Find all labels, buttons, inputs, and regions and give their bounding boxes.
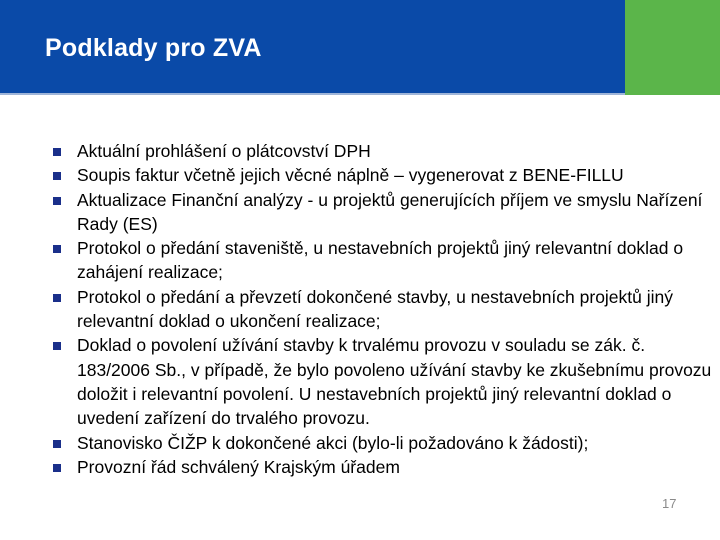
- square-bullet-icon: [53, 294, 61, 302]
- square-bullet-icon: [53, 464, 61, 472]
- bullet-text: Doklad o povolení užívání stavby k trvalému provozu v souladu se zák. č. 183/2006 Sb., v případě, že bylo povoleno užívání stavby ke zkušebnímu provozu doložit i relevantní povolení. U nestavebních projektů jiný relevantní doklad o uvedení zařízení do trvalého provozu.: [77, 335, 712, 429]
- bullet-item: [50, 285, 715, 334]
- square-bullet-icon: [53, 148, 61, 156]
- bullet-item: [50, 139, 715, 163]
- bullet-text: Soupis faktur včetně jejich věcné náplně – vygenerovat z BENE-FILLU: [77, 165, 624, 186]
- square-bullet-icon: [53, 172, 61, 180]
- bullet-text: Provozní řád schválený Krajským úřadem: [77, 456, 400, 477]
- bullet-list: [50, 139, 715, 479]
- bullet-text: Aktualizace Finanční analýzy - u projektů generujících příjem ve smyslu Nařízení Rady (ES): [77, 189, 703, 234]
- bullet-text: Stanovisko ČIŽP k dokončené akci (bylo-li požadováno k žádosti);: [77, 432, 589, 453]
- slide-title: Podklady pro ZVA: [45, 34, 262, 62]
- bullet-item: [50, 236, 715, 285]
- page-number: 17: [662, 496, 677, 511]
- bullet-text: Aktuální prohlášení o plátcovství DPH: [77, 141, 371, 161]
- slide-header: [0, 0, 720, 95]
- bullet-item: [50, 163, 715, 187]
- square-bullet-icon: [53, 245, 61, 253]
- square-bullet-icon: [53, 197, 61, 205]
- bullet-item: [50, 188, 715, 237]
- bullet-text: Protokol o předání a převzetí dokončené stavby, u nestavebních projektů jiný relevantní doklad o ukončení realizace;: [77, 286, 674, 332]
- bullet-item: [50, 455, 715, 479]
- square-bullet-icon: [53, 440, 61, 448]
- header-green-block: [625, 0, 720, 95]
- bullet-text: Protokol o předání staveniště, u nestavebních projektů jiný relevantní doklad o zahájení realizace;: [77, 238, 684, 283]
- bullet-item: [50, 431, 715, 455]
- square-bullet-icon: [53, 342, 61, 350]
- bullet-item: [50, 333, 715, 430]
